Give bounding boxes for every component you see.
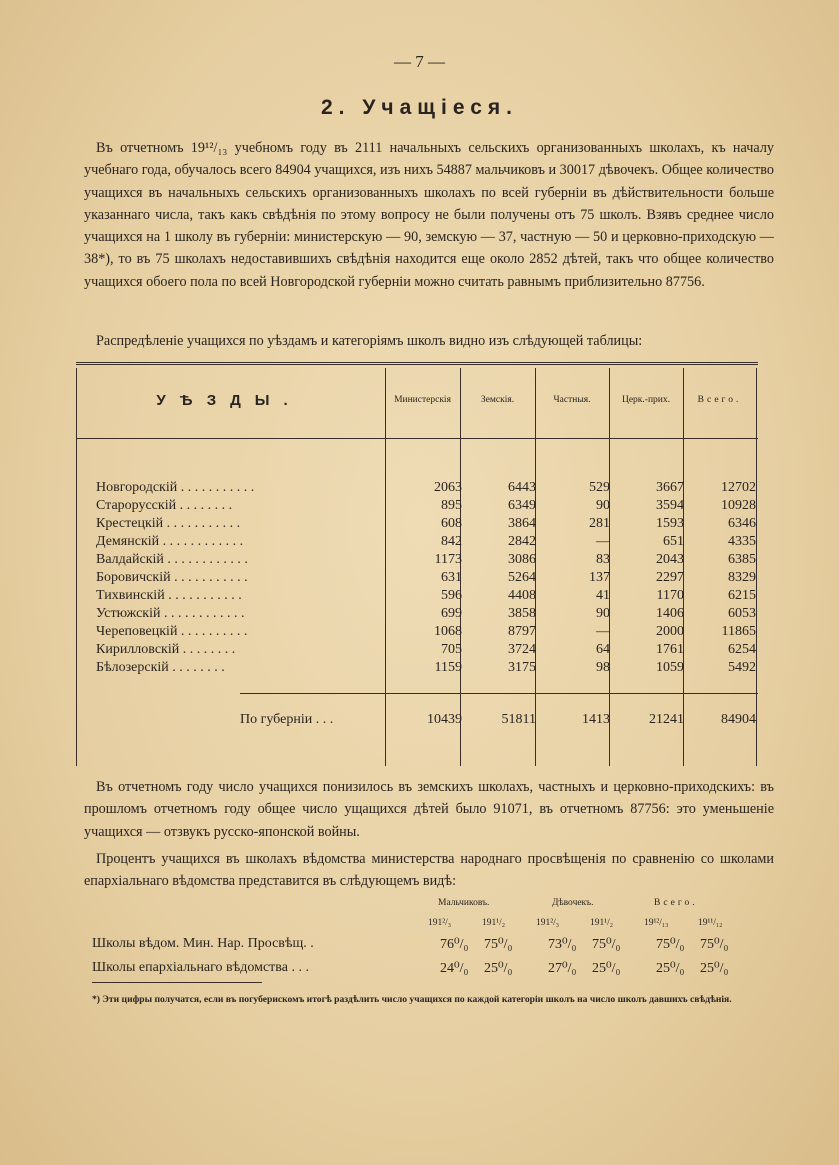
cell-private: 529 <box>589 480 610 495</box>
cell-parish: 651 <box>663 534 684 549</box>
table-row <box>96 516 758 534</box>
percent-value: 27⁰/₀ <box>548 961 577 976</box>
header-zemstvo: Земскія. <box>480 395 515 405</box>
cell-total: 6254 <box>728 642 756 657</box>
cell-ministerial: 699 <box>441 606 462 621</box>
cell-total: 6385 <box>728 552 756 567</box>
cell-zemstvo: 6443 <box>508 480 536 495</box>
row-district-name: Тихвинскій . . . . . . . . . . . <box>96 588 242 603</box>
header-uezdy: УѢЗДЫ. <box>156 392 302 409</box>
table-row <box>96 588 758 606</box>
cell-zemstvo: 4408 <box>508 588 536 603</box>
row-district-name: Бѣлозерскій . . . . . . . . <box>96 660 225 675</box>
cell-private: — <box>596 624 610 639</box>
year-label: 19¹¹/₁₂ <box>698 918 723 928</box>
cell-private: 137 <box>589 570 610 585</box>
total-parish: 21241 <box>649 712 684 727</box>
cell-zemstvo: 6349 <box>508 498 536 513</box>
year-label: 191²/₃ <box>536 918 560 928</box>
percent-value: 75⁰/₀ <box>656 937 685 952</box>
total-rule <box>240 693 758 694</box>
header-rule <box>76 438 758 439</box>
cell-zemstvo: 8797 <box>508 624 536 639</box>
table-row <box>96 480 758 498</box>
table-row <box>96 606 758 624</box>
row-district-name: Крестецкій . . . . . . . . . . . <box>96 516 241 531</box>
cell-zemstvo: 3858 <box>508 606 536 621</box>
cell-ministerial: 895 <box>441 498 462 513</box>
row-district-name: Кирилловскій . . . . . . . . <box>96 642 236 657</box>
cell-total: 5492 <box>728 660 756 675</box>
page-number: — 7 — <box>394 52 445 71</box>
cell-total: 6215 <box>728 588 756 603</box>
footnote-rule <box>92 982 262 983</box>
cell-ministerial: 1068 <box>434 624 462 639</box>
cell-ministerial: 842 <box>441 534 462 549</box>
total-all: 84904 <box>721 712 756 727</box>
cell-total: 6346 <box>728 516 756 531</box>
cell-ministerial: 705 <box>441 642 462 657</box>
cell-zemstvo: 2842 <box>508 534 536 549</box>
cell-ministerial: 631 <box>441 570 462 585</box>
cell-parish: 3594 <box>656 498 684 513</box>
group-girls: Дѣвочекъ. <box>552 898 594 908</box>
table-border-left <box>76 368 77 766</box>
table-row <box>96 660 758 678</box>
header-private: Частныя. <box>553 395 591 405</box>
row-district-name: Валдайскій . . . . . . . . . . . . <box>96 552 248 567</box>
paragraph-percent-intro: Процентъ учащихся въ школахъ вѣдомства министерства народнаго просвѣщенія по сравненію со школами епархіальнаго вѣдомства представится въ слѣдующемъ видѣ: <box>84 851 774 890</box>
total-row <box>96 712 758 730</box>
year-label: 19¹²/₁₃ <box>644 918 669 928</box>
year-label: 191²/₃ <box>428 918 452 928</box>
year-label: 191¹/₂ <box>482 918 506 928</box>
paragraph-decrease: Въ отчетномъ году число учащихся понизилось въ земскихъ школахъ, частныхъ и церковно-приходскихъ: въ прошломъ отчетномъ году общее число ущащихся дѣтей было 91071, въ отчетномъ 87756: это уменьшеніе учащихся — отзвукъ русско-японской войны. <box>84 779 774 840</box>
percent-value: 24⁰/₀ <box>440 961 469 976</box>
cell-parish: 1593 <box>656 516 684 531</box>
cell-total: 6053 <box>728 606 756 621</box>
cell-zemstvo: 3086 <box>508 552 536 567</box>
paragraph-table-intro: Распредѣленіе учащихся по уѣздамъ и категоріямъ школъ видно изъ слѣдующей таблицы: <box>96 333 643 349</box>
cell-total: 12702 <box>721 480 756 495</box>
percent-value: 25⁰/₀ <box>700 961 729 976</box>
total-label: По губерніи . . . <box>240 712 334 727</box>
header-parish: Церк.-прих. <box>621 395 671 405</box>
cell-private: 98 <box>596 660 610 675</box>
footnote: *) Эти цифры получатся, если въ погуберискомъ итогѣ раздѣлить число учащихся по каждой категоріи школъ на число школъ давшихъ свѣдѣнія. <box>92 994 732 1005</box>
cell-parish: 1761 <box>656 642 684 657</box>
row-district-name: Череповецкій . . . . . . . . . . <box>96 624 248 639</box>
percent-row-label: Школы епархіальнаго вѣдомства . . . <box>92 960 309 975</box>
percent-value: 75⁰/₀ <box>484 937 513 952</box>
table-row <box>96 534 758 552</box>
total-ministerial: 10439 <box>427 712 462 727</box>
cell-private: 41 <box>596 588 610 603</box>
total-private: 1413 <box>582 712 610 727</box>
cell-total: 4335 <box>728 534 756 549</box>
header-total: Всего. <box>697 395 742 405</box>
cell-private: 90 <box>596 498 610 513</box>
enrollment-table <box>76 362 758 766</box>
cell-ministerial: 608 <box>441 516 462 531</box>
cell-parish: 2297 <box>656 570 684 585</box>
total-zemstvo: 51811 <box>501 712 536 727</box>
row-district-name: Боровичскій . . . . . . . . . . . <box>96 570 248 585</box>
cell-parish: 1170 <box>656 588 684 603</box>
cell-parish: 2043 <box>656 552 684 567</box>
cell-ministerial: 1159 <box>434 660 462 675</box>
row-district-name: Старорусскій . . . . . . . . <box>96 498 233 513</box>
table-row <box>96 498 758 516</box>
cell-total: 8329 <box>728 570 756 585</box>
cell-private: — <box>596 534 610 549</box>
cell-zemstvo: 3724 <box>508 642 536 657</box>
percent-value: 25⁰/₀ <box>484 961 513 976</box>
cell-zemstvo: 3864 <box>508 516 536 531</box>
section-title: 2. Учащіеся. <box>320 96 518 119</box>
group-total: Всего. <box>654 898 698 908</box>
cell-ministerial: 1173 <box>434 552 462 567</box>
cell-ministerial: 2063 <box>434 480 462 495</box>
percent-value: 75⁰/₀ <box>700 937 729 952</box>
percent-value: 73⁰/₀ <box>548 937 577 952</box>
cell-private: 281 <box>589 516 610 531</box>
cell-private: 64 <box>596 642 610 657</box>
cell-ministerial: 596 <box>441 588 462 603</box>
cell-parish: 2000 <box>656 624 684 639</box>
table-row <box>96 624 758 642</box>
row-district-name: Новгородскій . . . . . . . . . . . <box>96 480 255 495</box>
cell-private: 90 <box>596 606 610 621</box>
table-row <box>96 642 758 660</box>
cell-zemstvo: 3175 <box>508 660 536 675</box>
row-district-name: Устюжскій . . . . . . . . . . . . <box>96 606 245 621</box>
percent-value: 25⁰/₀ <box>592 961 621 976</box>
cell-parish: 3667 <box>656 480 684 495</box>
cell-total: 10928 <box>721 498 756 513</box>
table-row <box>96 552 758 570</box>
table-row <box>96 570 758 588</box>
cell-private: 83 <box>596 552 610 567</box>
year-label: 191¹/₂ <box>590 918 614 928</box>
percent-value: 75⁰/₀ <box>592 937 621 952</box>
header-ministerial: Министерскія <box>394 395 451 405</box>
row-district-name: Демянскій . . . . . . . . . . . . <box>96 534 244 549</box>
percent-value: 25⁰/₀ <box>656 961 685 976</box>
cell-parish: 1059 <box>656 660 684 675</box>
paragraph-intro: Въ отчетномъ 19¹²/₁₃ учебномъ году въ 2111 начальныхъ сельскихъ организованныхъ школахъ, къ началу учебнаго года, обучалось всего 84904 учащихся, изъ нихъ 54887 мальчиковъ и 30017 дѣвочекъ. Общее количество учащихся въ начальныхъ сельскихъ организованныхъ школахъ по всей губерніи въ дѣйствительности больше указаннаго числа, такъ какъ свѣдѣнія по этому вопросу не были получены отъ 75 школъ. Взявъ среднее число учащихся на 1 школу въ губерніи: министерскую — 90, земскую — 37, частную — 50 и церковно-приходскую — 38*), то въ 75 школахъ недоставившихъ свѣдѣнія находится еще около 2852 дѣтей, такъ что общее количество учащихся обоего пола по всей Новгородской губерніи можно считать равнымъ приблизительно 87756. <box>84 140 774 290</box>
cell-total: 11865 <box>721 624 756 639</box>
percent-row-label: Школы вѣдом. Мин. Нар. Просвѣщ. . <box>92 936 314 951</box>
cell-parish: 1406 <box>656 606 684 621</box>
percent-value: 76⁰/₀ <box>440 937 469 952</box>
table-top-rule <box>76 362 758 365</box>
group-boys: Мальчиковъ. <box>438 898 490 908</box>
cell-zemstvo: 5264 <box>508 570 536 585</box>
